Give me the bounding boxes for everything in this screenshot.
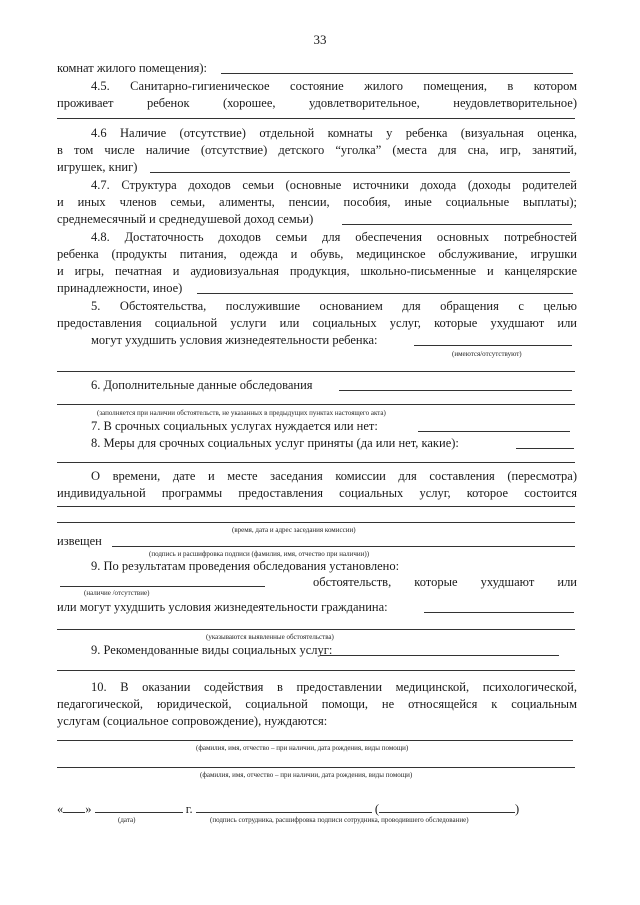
fill-line[interactable]	[57, 506, 575, 507]
fill-line[interactable]	[418, 431, 570, 432]
text-line	[57, 714, 577, 729]
date-open-quote: «	[57, 802, 64, 816]
line-text: 9. По результатам проведения обследования установлено:	[91, 559, 400, 573]
fill-line[interactable]	[414, 345, 572, 346]
text-line: 4.7. Структура доходов семьи (основные источники дохода (доходы родителей	[91, 178, 577, 192]
year-suffix: г.	[185, 802, 193, 816]
fill-line[interactable]	[57, 767, 575, 768]
line-text: принадлежности, иное)	[57, 281, 183, 295]
fill-line[interactable]	[57, 670, 575, 671]
fill-line[interactable]	[150, 172, 570, 173]
day-field[interactable]	[63, 801, 85, 813]
text-line	[91, 436, 577, 451]
fill-line[interactable]	[57, 118, 575, 119]
line-text: 8. Меры для срочных социальных услуг приняты (да или нет, какие):	[91, 436, 459, 450]
line-text: 6. Дополнительные данные обследования	[91, 378, 313, 392]
line-text: могут ухудшить условия жизнедеятельности ребенка:	[91, 333, 378, 347]
line-text: услугам (социальное сопровождение), нуждаются:	[57, 714, 328, 728]
paren-close: )	[515, 802, 520, 816]
text-line: 4.6 Наличие (отсутствие) отдельной комнаты у ребенка (визуальная оценка,	[91, 126, 577, 140]
fill-line[interactable]	[424, 612, 574, 613]
fill-line[interactable]	[197, 293, 573, 294]
fill-line[interactable]	[57, 462, 575, 463]
fill-line[interactable]	[57, 522, 575, 523]
text-line: О времени, дате и месте заседания комиссии для составления (пересмотра)	[91, 469, 577, 483]
line-text: комнат жилого помещения):	[57, 61, 207, 75]
field-caption: (наличие /отсутствие)	[84, 589, 150, 597]
text-line: и игры, печатная и аудиовизуальная продукция, школьно-письменные и канцелярские	[57, 264, 577, 278]
text-line: обстоятельств, которые ухудшают или	[313, 575, 577, 589]
fill-line[interactable]	[60, 586, 265, 587]
field-caption: (имеются/отсутствуют)	[452, 350, 522, 358]
text-line: предоставления социальной услуги или социальных услуг, которые ухудшают или	[57, 316, 577, 330]
text-line: педагогической, юридической, социальной помощи, не относящейся к социальным	[57, 697, 577, 711]
fill-line[interactable]	[516, 448, 574, 449]
line-text: 7. В срочных социальных услугах нуждается или нет:	[91, 419, 378, 433]
fill-line[interactable]	[57, 740, 573, 741]
text-line: и иных членов семьи, алименты, пенсии, пособия, иные социальные выплаты);	[57, 195, 577, 209]
fill-line[interactable]	[112, 546, 575, 547]
fill-line[interactable]	[57, 371, 575, 372]
text-line: 4.8. Достаточность доходов семьи для обеспечения основных потребностей	[91, 230, 577, 244]
fill-line[interactable]	[342, 224, 572, 225]
text-line	[91, 559, 577, 574]
month-year-field[interactable]	[95, 801, 183, 813]
date-close-quote: »	[85, 802, 92, 816]
fill-line[interactable]	[339, 390, 572, 391]
field-caption: (указываются выявленные обстоятельства)	[206, 633, 334, 641]
page-number: 33	[313, 32, 327, 47]
paren-open: (	[374, 802, 380, 816]
text-line: ребенка (продукты питания, одежда и обувь, медицинское обслуживание, игрушки	[57, 247, 577, 261]
line-text: среднемесячный и среднедушевой доход семьи)	[57, 212, 314, 226]
signature-caption: (подпись сотрудника, расшифровка подписи сотрудника, проводившего обследование)	[210, 816, 469, 824]
field-caption: (фамилия, имя, отчество – при наличии, дата рождения, виды помощи)	[200, 771, 413, 779]
fill-line[interactable]	[221, 73, 573, 74]
text-line: индивидуальной программы предоставления социальных услуг, которое состоится	[57, 486, 577, 500]
field-caption: (фамилия, имя, отчество – при наличии, дата рождения, виды помощи)	[196, 744, 409, 752]
date-caption: (дата)	[118, 816, 136, 824]
line-text: игрушек, книг)	[57, 160, 138, 174]
text-line: 10. В оказании содействия в предоставлении медицинской, психологической,	[91, 680, 577, 694]
fill-line[interactable]	[320, 655, 559, 656]
field-caption: (время, дата и адрес заседания комиссии)	[232, 526, 356, 534]
signature-name-field[interactable]	[379, 801, 515, 813]
text-line: 5. Обстоятельства, послужившие основанием для обращения с целью	[91, 299, 577, 313]
signature-field[interactable]	[196, 801, 372, 813]
line-text: извещен	[57, 534, 102, 548]
text-line: в том числе наличие (отсутствие) детского “уголка” (места для сна, игр, занятий,	[57, 143, 577, 157]
text-line: 4.5. Санитарно-гигиеническое состояние жилого помещения, в котором	[91, 79, 577, 93]
signature-line	[57, 801, 577, 817]
field-caption: (подпись и расшифровка подписи (фамилия, имя, отчество при наличии))	[149, 550, 370, 558]
field-caption: (заполняется при наличии обстоятельств, не указанных в предыдущих пунктах настоящего акта)	[97, 409, 386, 417]
line-text: или могут ухудшить условия жизнедеятельности гражданина:	[57, 600, 388, 614]
line-text: 9. Рекомендованные виды социальных услуг:	[91, 643, 333, 657]
text-line: проживает ребенок (хорошее, удовлетворительное, неудовлетворительное)	[57, 96, 577, 110]
fill-line[interactable]	[57, 629, 575, 630]
fill-line[interactable]	[57, 404, 575, 405]
